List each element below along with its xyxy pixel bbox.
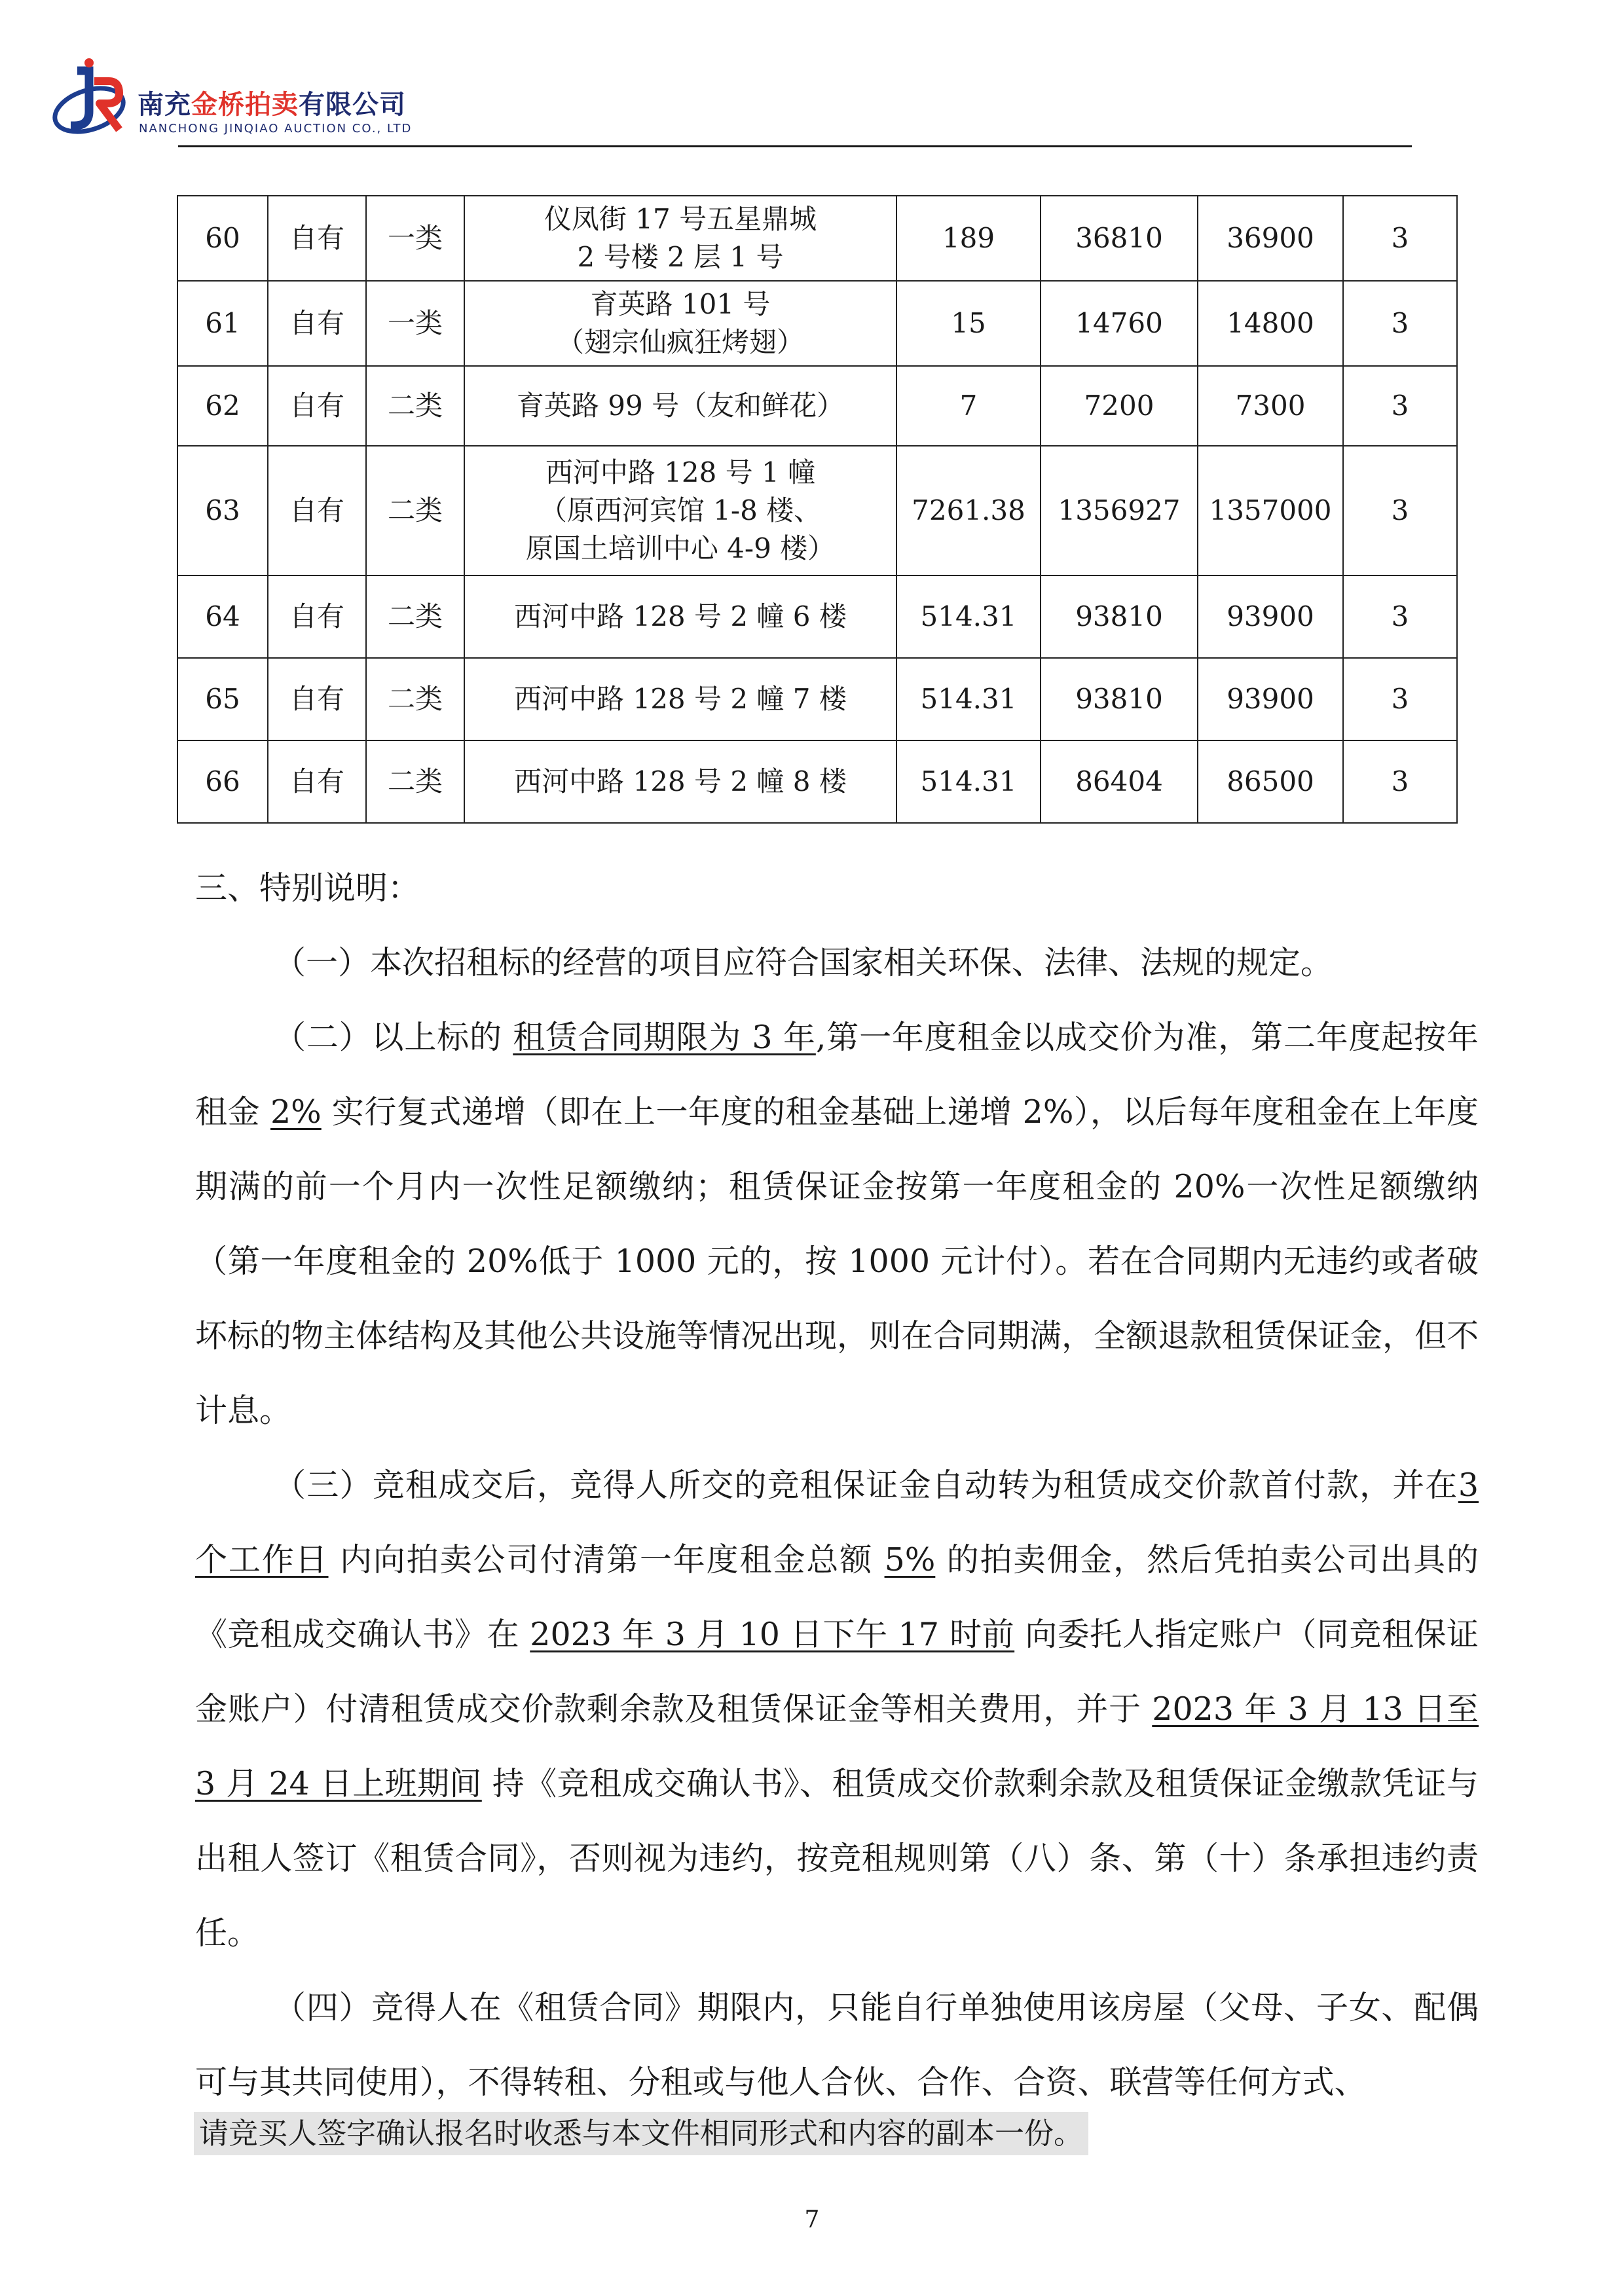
- cell-no: 65: [177, 658, 268, 740]
- cell-area: 514.31: [896, 575, 1041, 658]
- rental-table: [177, 195, 1458, 824]
- table-row: [177, 446, 1457, 575]
- address-line: （原西河宾馆 1-8 楼、: [539, 494, 822, 526]
- paragraph-3: [195, 1448, 1479, 1971]
- address-line: （翅宗仙疯狂烤翅）: [556, 326, 804, 358]
- cell-area: 514.31: [896, 740, 1041, 823]
- address-line: 西河中路 128 号 2 幢 7 楼: [514, 683, 847, 715]
- text-run: 向委托人指定账户（同竞租保证金账户）付清租赁成交价款剩余款及租赁保证金等相关费用，并于: [195, 1616, 1479, 1728]
- cell-address: [464, 658, 896, 740]
- cell-category: 一类: [366, 281, 464, 366]
- cell-area: 189: [896, 196, 1041, 281]
- special-notes: [195, 851, 1479, 2120]
- address-line: 西河中路 128 号 2 幢 6 楼: [514, 600, 847, 632]
- paragraph-2: [195, 1000, 1479, 1448]
- cell-category: 二类: [366, 446, 464, 575]
- cell-category: 二类: [366, 658, 464, 740]
- cell-no: 63: [177, 446, 268, 575]
- cell-deposit: 93900: [1198, 658, 1343, 740]
- text-run: （二）以上标的: [274, 1019, 513, 1056]
- table-row: [177, 366, 1457, 446]
- cell-rent: 7200: [1041, 366, 1198, 446]
- address-line: 西河中路 128 号 1 幢: [545, 456, 816, 488]
- cell-ownership: 自有: [268, 366, 366, 446]
- cell-ownership: 自有: [268, 446, 366, 575]
- cell-no: 62: [177, 366, 268, 446]
- table-row: [177, 196, 1457, 281]
- text-run: （三）竞租成交后，竞得人所交的竞租保证金自动转为租赁成交价款首付款，并在: [274, 1467, 1458, 1504]
- cell-address: [464, 196, 896, 281]
- letterhead: [51, 58, 1426, 149]
- cell-address: [464, 740, 896, 823]
- cell-address: [464, 575, 896, 658]
- cell-rent: 14760: [1041, 281, 1198, 366]
- underlined-term: 2023 年 3 月 10 日下午 17 时前: [530, 1616, 1015, 1653]
- footer-note: 请竞买人签字确认报名时收悉与本文件相同形式和内容的副本一份。: [194, 2112, 1088, 2155]
- cell-term: 3: [1343, 281, 1457, 366]
- underlined-term: 3 个工作日: [195, 1467, 1479, 1578]
- cell-area: 7: [896, 366, 1041, 446]
- cell-term: 3: [1343, 658, 1457, 740]
- cell-ownership: 自有: [268, 740, 366, 823]
- cell-ownership: 自有: [268, 575, 366, 658]
- cell-address: [464, 366, 896, 446]
- table-row: [177, 575, 1457, 658]
- cell-category: 一类: [366, 196, 464, 281]
- table-row: [177, 281, 1457, 366]
- underlined-term: 租赁合同期限为 3 年: [513, 1019, 816, 1056]
- text-run: 的拍卖佣金，然后凭拍卖公司出具的《竞租成交确认书》在: [195, 1541, 1479, 1653]
- address-line: 原国土培训中心 4-9 楼）: [525, 532, 836, 564]
- text-run: 持《竞租成交确认书》、租赁成交价款剩余款及租赁保证金缴款凭证与出租人签订《租赁合同》，否则视为违约，按竞租规则第（八）条、第（十）条承担违约责任。: [195, 1765, 1479, 1952]
- table-row: [177, 658, 1457, 740]
- cell-rent: 93810: [1041, 658, 1198, 740]
- jq-logo-icon: [51, 58, 135, 143]
- underlined-term: 2023 年 3 月 13 日至 3 月 24 日上班期间: [195, 1690, 1479, 1802]
- address-line: 2 号楼 2 层 1 号: [577, 241, 784, 273]
- address-line: 育英路 101 号: [590, 288, 771, 320]
- cell-rent: 36810: [1041, 196, 1198, 281]
- cell-category: 二类: [366, 575, 464, 658]
- section-title: 三、特别说明：: [195, 869, 420, 907]
- cell-area: 514.31: [896, 658, 1041, 740]
- text-run: 实行复式递增（即在上一年度的租金基础上递增 2%），以后每年度租金在上年度期满的前一个月内一次性足额缴纳；租赁保证金按第一年度租金的 20%一次性足额缴纳（第一年度租金的 20%低于 1000 元的，按 1000 元计付）。若在合同期内无违约或者破坏标的物主体结构及其他公共设施等情况出现，则在合同期满，全额退款租赁保证金，但不计息。: [195, 1093, 1479, 1429]
- cell-ownership: 自有: [268, 281, 366, 366]
- company-name-en: NANCHONG JINQIAO AUCTION CO., LTD: [139, 122, 413, 136]
- paragraph-1: （一）本次招租标的经营的项目应符合国家相关环保、法律、法规的规定。: [274, 944, 1333, 981]
- cell-rent: 1356927: [1041, 446, 1198, 575]
- cell-deposit: 36900: [1198, 196, 1343, 281]
- cell-term: 3: [1343, 366, 1457, 446]
- address-line: 仪凤街 17 号五星鼎城: [544, 203, 817, 235]
- cell-deposit: 7300: [1198, 366, 1343, 446]
- address-line: 西河中路 128 号 2 幢 8 楼: [514, 765, 847, 797]
- cell-category: 二类: [366, 366, 464, 446]
- cell-term: 3: [1343, 196, 1457, 281]
- cell-deposit: 14800: [1198, 281, 1343, 366]
- page-number: 7: [804, 2206, 820, 2233]
- cell-ownership: 自有: [268, 196, 366, 281]
- header-divider: [178, 145, 1412, 147]
- cell-deposit: 1357000: [1198, 446, 1343, 575]
- table-row: [177, 740, 1457, 823]
- cell-rent: 93810: [1041, 575, 1198, 658]
- cell-category: 二类: [366, 740, 464, 823]
- cell-term: 3: [1343, 740, 1457, 823]
- cell-deposit: 93900: [1198, 575, 1343, 658]
- text-run: ,第一年度租金以成交价为准，第二年度起按年租金: [195, 1019, 1479, 1131]
- cell-area: 15: [896, 281, 1041, 366]
- cell-ownership: 自有: [268, 658, 366, 740]
- cell-term: 3: [1343, 575, 1457, 658]
- cell-no: 61: [177, 281, 268, 366]
- address-line: 育英路 99 号（友和鲜花）: [516, 390, 845, 422]
- text-run: 内向拍卖公司付清第一年度租金总额: [328, 1541, 885, 1578]
- cell-term: 3: [1343, 446, 1457, 575]
- cell-address: [464, 446, 896, 575]
- cell-no: 60: [177, 196, 268, 281]
- cell-rent: 86404: [1041, 740, 1198, 823]
- cell-area: 7261.38: [896, 446, 1041, 575]
- paragraph-4: （四）竞得人在《租赁合同》期限内，只能自行单独使用该房屋（父母、子女、配偶可与其共同使用），不得转租、分租或与他人合伙、合作、合资、联营等任何方式、: [195, 1989, 1479, 2101]
- cell-no: 64: [177, 575, 268, 658]
- cell-no: 66: [177, 740, 268, 823]
- cell-address: [464, 281, 896, 366]
- company-name-cn: 南充金桥拍卖有限公司: [138, 90, 406, 120]
- cell-deposit: 86500: [1198, 740, 1343, 823]
- underlined-term: 5%: [884, 1541, 936, 1578]
- underlined-term: 2%: [270, 1093, 322, 1131]
